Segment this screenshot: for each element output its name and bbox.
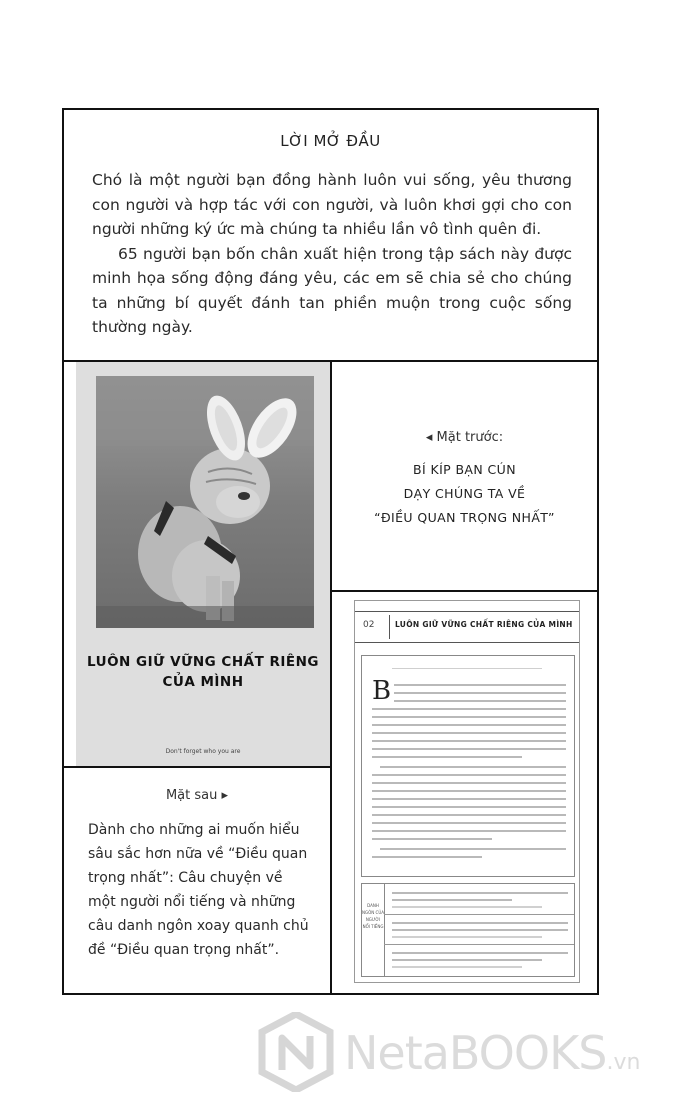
dog-photo	[96, 376, 314, 628]
text-line	[372, 724, 566, 726]
text-line	[372, 748, 566, 750]
cover-panel	[76, 362, 330, 766]
back-page	[354, 600, 580, 983]
front-side-line: DẠY CHÚNG TA VỀ	[403, 486, 526, 501]
cover-title-line: LUÔN GIỮ VỮNG CHẤT RIÊNG	[86, 654, 320, 670]
netabooks-logo-icon	[258, 1012, 334, 1092]
cover-title-line: CỦA MÌNH	[162, 674, 244, 690]
text-line	[372, 756, 522, 758]
quotes-side-text: DANH NGÔN CỦA NGƯỜI NỔI TIẾNG	[362, 903, 384, 929]
front-cover-sample	[64, 362, 330, 766]
text-line	[392, 899, 512, 901]
text-line	[392, 966, 522, 968]
text-line	[380, 848, 566, 850]
watermark-suffix: .vn	[606, 1050, 641, 1075]
front-side-heading: ◂ Mặt trước:	[425, 430, 504, 445]
text-line	[392, 906, 542, 908]
text-line	[394, 700, 566, 702]
header-separator	[389, 615, 390, 639]
text-line	[372, 732, 566, 734]
watermark-text	[344, 1026, 640, 1080]
text-line	[392, 959, 542, 961]
text-line	[392, 929, 568, 931]
text-line	[372, 814, 566, 816]
story-box	[361, 655, 575, 877]
text-line	[372, 782, 566, 784]
text-line	[372, 798, 566, 800]
quotes-box	[361, 883, 575, 977]
text-line	[394, 684, 566, 686]
intro-title: LỜI MỞ ĐẦU	[280, 132, 381, 150]
text-line	[372, 806, 566, 808]
back-side-heading: Mặt sau ▸	[165, 788, 229, 803]
quotes-side-label	[362, 884, 385, 976]
front-side-line: BÍ KÍP BẠN CÚN	[413, 462, 516, 477]
watermark-brand: NetaBOOKS	[344, 1026, 607, 1080]
text-line	[392, 922, 568, 924]
back-side-description: Dành cho những ai muốn hiểu sâu sắc hơn nữa về “Điều quan trọng nhất”: Câu chuyện về một người nổi tiếng và những câu danh ngôn xoay quanh chủ đề “Điều quan trọng nhất”.	[88, 822, 309, 958]
cover-title	[76, 652, 330, 692]
intro-section	[64, 110, 597, 360]
front-side-line: “ĐIỀU QUAN TRỌNG NHẤT”	[374, 510, 555, 525]
text-line	[372, 856, 482, 858]
watermark	[258, 1010, 678, 1096]
back-page-header	[355, 611, 579, 643]
text-line	[392, 952, 568, 954]
text-line	[372, 740, 566, 742]
text-line	[372, 774, 566, 776]
drop-cap: B	[372, 676, 392, 706]
chapter-number: 02	[363, 620, 375, 630]
text-line	[372, 838, 492, 840]
text-line	[392, 892, 568, 894]
text-line	[394, 692, 566, 694]
text-line	[392, 668, 542, 669]
text-line	[392, 936, 542, 938]
text-line	[372, 830, 566, 832]
text-line	[380, 766, 566, 768]
intro-paragraph: Chó là một người bạn đồng hành luôn vui sống, yêu thương con người và hợp tác với con người, và luôn khơi gợi cho con người những ký ức mà chúng ta nhiều lần vô tình quên đi.	[92, 171, 572, 238]
text-line	[372, 822, 566, 824]
front-side-label	[332, 362, 597, 590]
intro-paragraph: 65 người bạn bốn chân xuất hiện trong tập sách này được minh họa sống động đáng yêu, các em sẽ chia sẻ cho chúng ta những bí quyết đánh tan phiền muộn trong cuộc sống thường ngày.	[92, 244, 572, 336]
cover-tagline: Don't forget who you are	[165, 748, 241, 755]
back-side-label	[64, 768, 330, 993]
chapter-title: LUÔN GIỮ VỮNG CHẤT RIÊNG CỦA MÌNH	[395, 620, 573, 629]
text-line	[372, 790, 566, 792]
text-line	[372, 708, 566, 710]
back-cover-sample	[332, 592, 597, 993]
text-line	[372, 716, 566, 718]
quote-divider	[384, 944, 574, 945]
intro-body	[92, 168, 572, 340]
quote-divider	[384, 914, 574, 915]
